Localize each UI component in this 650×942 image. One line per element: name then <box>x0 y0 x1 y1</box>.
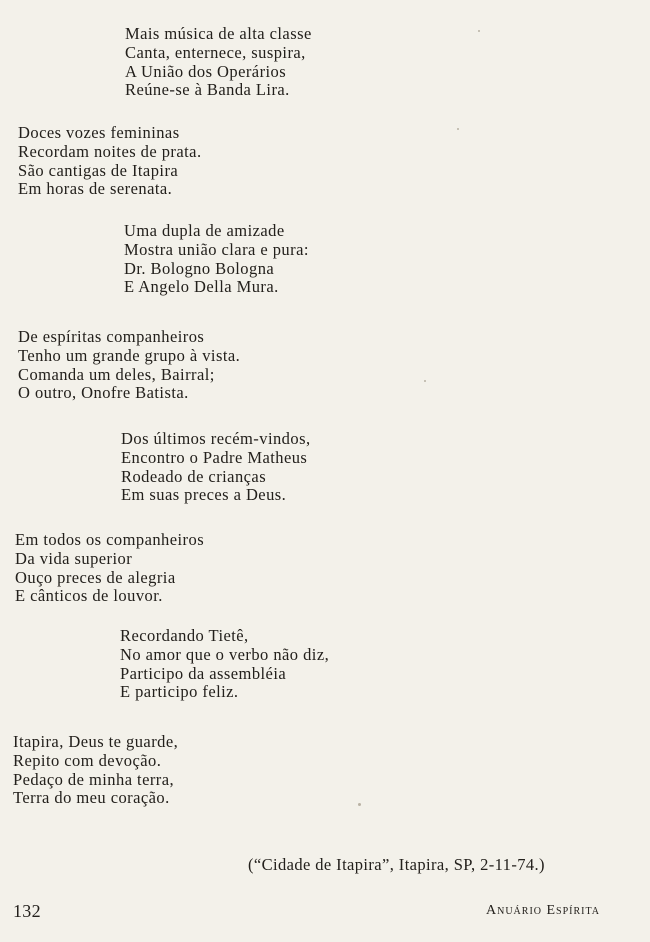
poem-line: E Angelo Della Mura. <box>124 277 279 297</box>
poem-line: Ouço preces de alegria <box>15 567 176 587</box>
poem-line: Doces vozes femininas <box>18 123 180 142</box>
paper-speck <box>478 30 480 32</box>
poem-line: Participo da assembléia <box>120 663 287 683</box>
poem-line: Repito com devoção. <box>13 750 162 770</box>
paper-speck <box>358 803 361 806</box>
poem-line: Pedaço de minha terra, <box>13 769 175 789</box>
poem-line: O outro, Onofre Batista. <box>18 383 189 403</box>
poem-line: De espíritas companheiros <box>18 327 205 346</box>
poem-stanza <box>13 733 178 808</box>
poem-line: Tenho um grande grupo à vista. <box>18 345 241 365</box>
paper-speck <box>457 128 459 130</box>
poem-line: São cantigas de Itapira <box>18 160 179 180</box>
poem-line: Dos últimos recém-vindos, <box>121 429 311 448</box>
poem-line: Encontro o Padre Matheus <box>121 447 308 467</box>
poem-stanza <box>18 124 202 199</box>
poem-stanza <box>121 430 311 505</box>
poem-line: E participo feliz. <box>120 682 239 702</box>
poem-line: Rodeado de crianças <box>121 466 267 486</box>
poem-line: Recordando Tietê, <box>120 626 249 645</box>
poem-line: Em horas de serenata. <box>18 179 173 199</box>
poem-line: Em todos os companheiros <box>15 530 205 549</box>
poem-line: A União dos Operários <box>125 61 287 81</box>
poem-line: Uma dupla de amizade <box>124 221 285 240</box>
poem-line: Comanda um deles, Bairral; <box>18 364 215 384</box>
poem-line: Mais música de alta classe <box>125 24 312 43</box>
poem-line: Reúne-se à Banda Lira. <box>125 80 290 100</box>
poem-stanza <box>18 328 240 403</box>
poem-line: E cânticos de louvor. <box>15 586 163 606</box>
poem-line: Terra do meu coração. <box>13 788 170 808</box>
poem-stanza <box>124 222 309 297</box>
poem-line: Da vida superior <box>15 548 133 568</box>
poem-stanza <box>120 627 329 702</box>
page-number: 132 <box>13 901 41 921</box>
poem-line: Em suas preces a Deus. <box>121 485 287 505</box>
poem-line: Itapira, Deus te guarde, <box>13 732 179 751</box>
poem-stanza <box>15 531 204 606</box>
poem-stanza <box>125 25 312 100</box>
poem-line: Dr. Bologno Bologna <box>124 258 275 278</box>
journal-title: Anuário Espírita <box>486 903 601 918</box>
source-citation: (“Cidade de Itapira”, Itapira, SP, 2-11-74.) <box>248 855 545 874</box>
poem-line: No amor que o verbo não diz, <box>120 644 330 664</box>
poem-line: Mostra união clara e pura: <box>124 239 309 259</box>
poem-line: Recordam noites de prata. <box>18 141 202 161</box>
poem-line: Canta, enternece, suspira, <box>125 42 306 62</box>
paper-speck <box>424 380 426 382</box>
